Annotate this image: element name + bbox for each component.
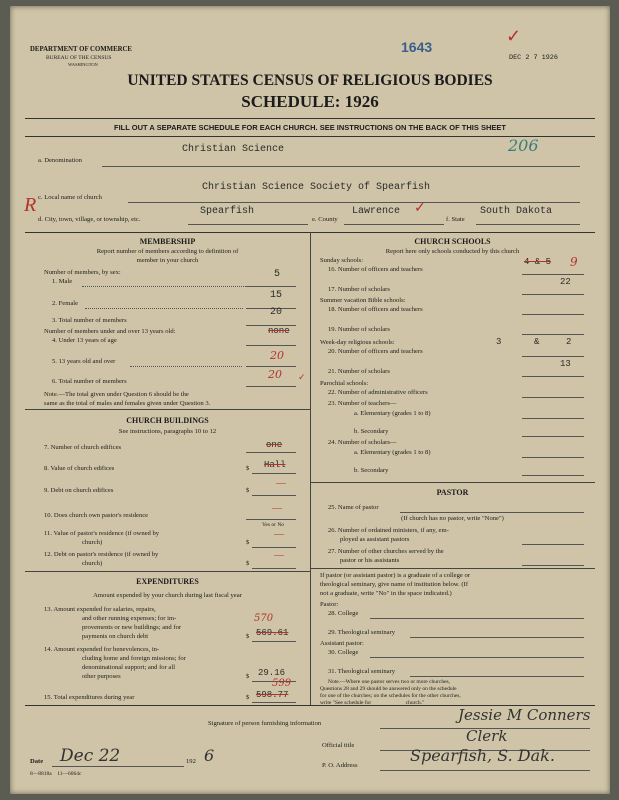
denomination-line xyxy=(102,166,580,167)
q14-dollar: $ xyxy=(246,673,250,680)
year-value: 6 xyxy=(204,746,215,765)
q12-label-a: 12. Debt on pastor's residence (if owned by xyxy=(44,551,159,558)
q27-label-a: 27. Number of other churches served by the xyxy=(328,548,444,555)
q24a-label: a. Elementary (grades 1 to 8) xyxy=(354,449,431,456)
check-mark: ✓ xyxy=(506,26,522,46)
q20-label: 20. Number of officers and teachers xyxy=(328,348,423,355)
q14-label-c: denominational support; and for all xyxy=(82,664,176,671)
q11-label-a: 11. Value of pastor's residence (if owned by xyxy=(44,530,160,537)
q8-label: 8. Value of church edifices xyxy=(44,465,115,472)
q15-label: 15. Total expenditures during year xyxy=(44,694,135,701)
q14-label-b: cluding home and foreign missions; for xyxy=(82,655,186,662)
schedule-number: 1643 xyxy=(401,39,433,55)
grad-text-1: If pastor (or assistant pastor) is a graduate of a college or xyxy=(320,572,470,579)
q29-label: 29. Theological seminary xyxy=(328,629,396,636)
q14-value: 29.16 xyxy=(258,668,286,678)
state-value: South Dakota xyxy=(480,206,553,217)
q13-label-a: 13. Amount expended for salaries, repairs, xyxy=(44,606,156,613)
q13-label-c: provements or new buildings; and for xyxy=(82,624,182,631)
membership-bottom xyxy=(25,409,310,410)
schools-title: CHURCH SCHOOLS xyxy=(414,237,491,246)
by-sex-label: Number of members, by sex: xyxy=(44,269,121,276)
q2-label: 2. Female xyxy=(52,300,79,307)
grad-text-3: not a graduate, write "No" in the space indicated.) xyxy=(320,590,452,597)
q23-label: 23. Number of teachers— xyxy=(328,400,397,407)
county-line xyxy=(344,224,444,225)
q14-label-d: other purposes xyxy=(82,673,121,680)
denomination-code: 206 xyxy=(508,136,539,155)
q18-label: 18. Number of officers and teachers xyxy=(328,306,423,313)
county-check: ✓ xyxy=(414,201,426,216)
dept-label: DEPARTMENT OF COMMERCE xyxy=(30,46,132,53)
weekday-value-2: 2 xyxy=(566,337,572,347)
q14-label-a: 14. Amount expended for benevolences, in- xyxy=(44,646,160,653)
membership-note-1: Note.—The total given under Question 6 should be the xyxy=(44,391,189,398)
membership-title: MEMBERSHIP xyxy=(139,237,196,246)
local-name-line xyxy=(128,202,580,203)
q16-value: 4 & 5 xyxy=(524,257,552,267)
q24b-label: b. Secondary xyxy=(354,467,389,474)
q11-dash: — xyxy=(274,529,284,540)
q16-label: 16. Number of officers and teachers xyxy=(328,266,423,273)
buildings-title: CHURCH BUILDINGS xyxy=(126,416,209,425)
yes-no-hint: Yes or No xyxy=(262,522,285,528)
q31-label: 31. Theological seminary xyxy=(328,668,396,675)
census-schedule-paper xyxy=(10,6,610,794)
q9-label: 9. Debt on church edifices xyxy=(44,487,114,494)
instruction-line: FILL OUT A SEPARATE SCHEDULE FOR EACH CHURCH. SEE INSTRUCTIONS ON THE BACK OF THIS SHEET xyxy=(114,123,506,132)
membership-intro-2: member in your church xyxy=(136,257,199,264)
membership-note-2: same as the total of males and females given under Question 3. xyxy=(44,400,211,407)
q15-dollar: $ xyxy=(246,694,250,701)
date-value: Dec 22 xyxy=(60,746,121,766)
po-address-label: P. O. Address xyxy=(322,762,358,769)
age-value: none xyxy=(268,326,290,336)
q13-dollar: $ xyxy=(246,633,250,640)
q3-value: 20 xyxy=(270,307,283,318)
po-address-value: Spearfish, S. Dak. xyxy=(410,746,555,765)
state-line xyxy=(476,224,580,225)
q26-label-b: ployed as assistant pastors xyxy=(340,536,410,543)
grid-center xyxy=(310,232,311,705)
q5-value: 20 xyxy=(270,349,284,362)
city-label: WASHINGTON xyxy=(68,62,98,67)
official-title-value: Clerk xyxy=(466,727,508,745)
q4-label: 4. Under 13 years of age xyxy=(52,337,117,344)
pastor-divider xyxy=(310,568,595,569)
pastor-note-2: Questions 28 and 29 should be answered only on the schedule xyxy=(320,686,457,692)
q6-check: ✓ xyxy=(298,372,306,382)
official-title-label: Official title xyxy=(322,742,355,749)
state-label: f. State xyxy=(446,216,465,223)
q28-label: 28. College xyxy=(328,610,359,617)
q15-value: 598.77 xyxy=(256,690,289,700)
q6-value: 20 xyxy=(268,368,282,381)
header-rule xyxy=(25,118,595,119)
weekday-label: Week-day religious schools: xyxy=(320,339,395,346)
denomination-value: Christian Science xyxy=(182,144,285,155)
pastor-title: PASTOR xyxy=(436,488,469,497)
q23b-label: b. Secondary xyxy=(354,428,389,435)
q27-label-b: pastor or his assistants xyxy=(340,557,400,564)
form-number: 8—8818a 11—6064c xyxy=(30,771,82,777)
form-title: UNITED STATES CENSUS OF RELIGIOUS BODIES xyxy=(127,72,493,89)
pastor-note-1: Note.—Where one pastor serves two or more churches, xyxy=(328,679,451,685)
q8-value: Hall xyxy=(264,460,286,470)
pastor-note-3: for one of the churches; on the schedules for the other churches, xyxy=(320,693,461,699)
form-subtitle: SCHEDULE: 1926 xyxy=(241,92,379,111)
q1-value: 5 xyxy=(274,269,281,280)
sunday-label: Sunday schools: xyxy=(320,257,364,264)
q1-label: 1. Male xyxy=(52,278,73,285)
q30-label: 30. College xyxy=(328,649,359,656)
pastor-sublabel: Pastor: xyxy=(320,601,339,608)
q12-label-b: church) xyxy=(82,560,103,567)
grad-text-2: theological seminary, give name of institution below. (If xyxy=(320,581,469,588)
q12-dollar: $ xyxy=(246,560,250,567)
q13-corrected: 570 xyxy=(254,613,274,624)
local-name-value: Christian Science Society of Spearfish xyxy=(202,182,431,193)
schools-intro: Report here only schools conducted by this church xyxy=(385,248,520,255)
membership-intro-1: Report number of members according to definition of xyxy=(96,248,239,255)
weekday-amp: & xyxy=(534,337,540,347)
q17-value: 22 xyxy=(560,277,571,287)
q7-label: 7. Number of church edifices xyxy=(44,444,122,451)
q19-label: 19. Number of scholars xyxy=(328,326,390,333)
q10-label: 10. Does church own pastor's residence xyxy=(44,512,149,519)
received-stamp: DEC 2 7 1926 xyxy=(509,54,558,62)
weekday-value-1: 3 xyxy=(496,337,502,347)
q21-label: 21. Number of scholars xyxy=(328,368,390,375)
schools-bottom xyxy=(310,482,595,483)
q15-corrected: 599 xyxy=(272,678,292,689)
expenditures-sub: Amount expended by your church during last fiscal year xyxy=(93,592,242,599)
county-label: e. County xyxy=(312,216,338,223)
q11-dollar: $ xyxy=(246,539,250,546)
local-name-label: c. Local name of church xyxy=(38,194,102,201)
bureau-label: BUREAU OF THE CENSUS xyxy=(46,55,112,61)
r-mark: R xyxy=(24,194,37,216)
q6-label: 6. Total number of members xyxy=(52,378,127,385)
q13-label-d: payments on church debt xyxy=(82,633,149,640)
summer-label: Summer vacation Bible schools: xyxy=(320,297,406,304)
q25-label: 25. Name of pastor xyxy=(328,504,379,511)
buildings-bottom xyxy=(25,571,310,572)
q23a-label: a. Elementary (grades 1 to 8) xyxy=(354,410,431,417)
q17-label: 17. Number of scholars xyxy=(328,286,390,293)
q13-value: 569.61 xyxy=(256,628,289,638)
denomination-label: a. Denomination xyxy=(38,157,82,164)
q21-value: 13 xyxy=(560,359,571,369)
q13-label-b: and other running expenses; for im- xyxy=(82,615,177,622)
year-prefix: 192 xyxy=(186,758,196,765)
q9-dash: — xyxy=(276,478,286,489)
q12-dash: — xyxy=(274,550,284,561)
q2-value: 15 xyxy=(270,290,283,301)
q26-label-a: 26. Number of ordained ministers, if any, em- xyxy=(328,527,449,534)
q10-dash: — xyxy=(272,503,282,514)
expenditures-title: EXPENDITURES xyxy=(136,577,199,586)
buildings-sub: See instructions, paragraphs 10 to 12 xyxy=(118,428,217,435)
signature-label: Signature of person furnishing information xyxy=(208,720,322,727)
q9-dollar: $ xyxy=(246,487,250,494)
age-label: Number of members under and over 13 years old: xyxy=(44,328,176,335)
q3-label: 3. Total number of members xyxy=(52,317,127,324)
date-label: Date xyxy=(30,758,44,765)
q16-corrected: 9 xyxy=(570,255,578,269)
signature-value: Jessie M Conners xyxy=(458,706,591,724)
county-value: Lawrence xyxy=(352,206,401,217)
q25-sub: (If church has no pastor, write "None") xyxy=(401,515,504,522)
city-label: d. City, town, village, or township, etc. xyxy=(38,216,141,223)
q5-label: 5. 13 years old and over xyxy=(52,358,116,365)
q11-label-b: church) xyxy=(82,539,103,546)
q22-label: 22. Number of administrative officers xyxy=(328,389,428,396)
city-line xyxy=(188,224,308,225)
assistant-sublabel: Assistant pastor: xyxy=(320,640,364,647)
parochial-label: Parochial schools: xyxy=(320,380,369,387)
q24-label: 24. Number of scholars— xyxy=(328,439,397,446)
city-value: Spearfish xyxy=(200,206,255,217)
pastor-note-4: write "See schedule for church." xyxy=(320,700,425,706)
q8-dollar: $ xyxy=(246,465,250,472)
q7-value: one xyxy=(266,440,283,450)
